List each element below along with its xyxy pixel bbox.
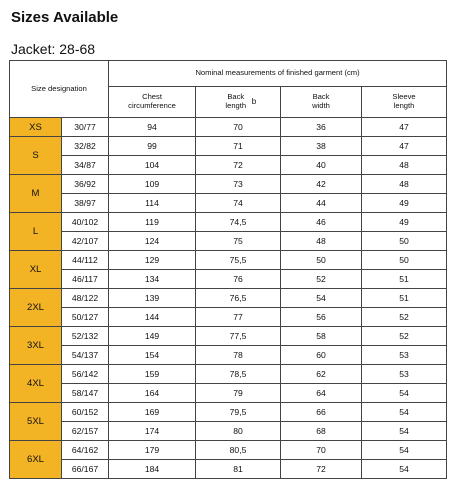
size-table-body <box>10 118 447 479</box>
size-group-label: 3XL <box>10 327 62 365</box>
back-width-value: 56 <box>281 308 362 327</box>
size-row <box>10 232 447 251</box>
size-row <box>10 327 447 346</box>
size-group-label: 2XL <box>10 289 62 327</box>
back-width-value: 38 <box>281 137 362 156</box>
size-group-label: XS <box>10 118 62 137</box>
chest-value: 94 <box>109 118 196 137</box>
size-code: 52/132 <box>62 327 109 346</box>
size-table <box>9 60 447 479</box>
size-row <box>10 118 447 137</box>
size-group-label: 6XL <box>10 441 62 479</box>
size-row <box>10 422 447 441</box>
size-group-label: S <box>10 137 62 175</box>
back-width-value: 72 <box>281 460 362 479</box>
back-length-value: 78 <box>196 346 281 365</box>
back-length-header <box>196 87 281 118</box>
chest-value: 109 <box>109 175 196 194</box>
size-code: 44/112 <box>62 251 109 270</box>
size-row <box>10 137 447 156</box>
sleeve-value: 53 <box>362 346 447 365</box>
size-row <box>10 403 447 422</box>
back-width-value: 50 <box>281 251 362 270</box>
back-width-value: 58 <box>281 327 362 346</box>
sleeve-value: 54 <box>362 441 447 460</box>
back-length-value: 73 <box>196 175 281 194</box>
sleeve-value: 54 <box>362 422 447 441</box>
sleeve-value: 48 <box>362 156 447 175</box>
sleeve-value: 54 <box>362 403 447 422</box>
size-row <box>10 384 447 403</box>
size-code: 36/92 <box>62 175 109 194</box>
size-code: 30/77 <box>62 118 109 137</box>
back-width-value: 64 <box>281 384 362 403</box>
size-code: 54/137 <box>62 346 109 365</box>
size-code: 64/162 <box>62 441 109 460</box>
size-group-label: M <box>10 175 62 213</box>
size-code: 48/122 <box>62 289 109 308</box>
chest-value: 119 <box>109 213 196 232</box>
size-row <box>10 460 447 479</box>
chest-value: 164 <box>109 384 196 403</box>
back-length-value: 76 <box>196 270 281 289</box>
size-row <box>10 156 447 175</box>
back-width-header-label: Back width <box>312 92 330 110</box>
back-width-value: 46 <box>281 213 362 232</box>
sleeve-value: 54 <box>362 460 447 479</box>
back-width-value: 68 <box>281 422 362 441</box>
size-code: 42/107 <box>62 232 109 251</box>
back-length-value: 71 <box>196 137 281 156</box>
back-length-value: 80 <box>196 422 281 441</box>
back-length-value: 79,5 <box>196 403 281 422</box>
size-row <box>10 213 447 232</box>
back-length-value: 77 <box>196 308 281 327</box>
back-width-value: 62 <box>281 365 362 384</box>
size-group-label: 4XL <box>10 365 62 403</box>
sleeve-value: 51 <box>362 270 447 289</box>
size-row <box>10 194 447 213</box>
back-width-value: 66 <box>281 403 362 422</box>
chest-value: 144 <box>109 308 196 327</box>
chest-value: 104 <box>109 156 196 175</box>
back-length-value: 79 <box>196 384 281 403</box>
back-width-header <box>281 87 362 118</box>
chest-value: 154 <box>109 346 196 365</box>
sleeve-value: 47 <box>362 137 447 156</box>
size-code: 66/167 <box>62 460 109 479</box>
size-group-label: XL <box>10 251 62 289</box>
size-group-label: 5XL <box>10 403 62 441</box>
size-row <box>10 270 447 289</box>
size-code: 50/127 <box>62 308 109 327</box>
sleeve-value: 50 <box>362 251 447 270</box>
chest-header <box>109 87 196 118</box>
size-row <box>10 346 447 365</box>
size-row <box>10 289 447 308</box>
size-code: 40/102 <box>62 213 109 232</box>
sleeve-value: 49 <box>362 194 447 213</box>
chest-value: 124 <box>109 232 196 251</box>
chest-value: 114 <box>109 194 196 213</box>
back-length-value: 74,5 <box>196 213 281 232</box>
size-code: 38/97 <box>62 194 109 213</box>
back-width-value: 40 <box>281 156 362 175</box>
size-code: 32/82 <box>62 137 109 156</box>
chest-value: 129 <box>109 251 196 270</box>
back-length-value: 74 <box>196 194 281 213</box>
size-row <box>10 175 447 194</box>
sleeve-value: 53 <box>362 365 447 384</box>
sleeve-value: 52 <box>362 308 447 327</box>
size-row <box>10 441 447 460</box>
back-width-value: 54 <box>281 289 362 308</box>
size-code: 62/157 <box>62 422 109 441</box>
chest-value: 184 <box>109 460 196 479</box>
sleeve-value: 54 <box>362 384 447 403</box>
chest-value: 174 <box>109 422 196 441</box>
back-length-value: 77,5 <box>196 327 281 346</box>
size-code: 58/147 <box>62 384 109 403</box>
back-width-value: 70 <box>281 441 362 460</box>
chest-value: 139 <box>109 289 196 308</box>
chest-value: 134 <box>109 270 196 289</box>
size-row <box>10 365 447 384</box>
back-length-value: 80,5 <box>196 441 281 460</box>
sleeve-value: 47 <box>362 118 447 137</box>
page-title: Sizes Available <box>11 9 119 26</box>
chest-value: 159 <box>109 365 196 384</box>
back-width-value: 44 <box>281 194 362 213</box>
chest-header-label: Chest circumference <box>128 92 176 110</box>
nominal-measurements-header: Nominal measurements of finished garment (cm) <box>109 61 447 87</box>
size-group-label: L <box>10 213 62 251</box>
back-length-value: 76,5 <box>196 289 281 308</box>
size-designation-header: Size designation <box>10 61 109 118</box>
page-subtitle: Jacket: 28-68 <box>11 41 96 57</box>
sleeve-value: 49 <box>362 213 447 232</box>
chest-value: 169 <box>109 403 196 422</box>
size-code: 56/142 <box>62 365 109 384</box>
size-code: 34/87 <box>62 156 109 175</box>
back-width-value: 52 <box>281 270 362 289</box>
size-code: 46/117 <box>62 270 109 289</box>
sleeve-value: 48 <box>362 175 447 194</box>
back-length-value: 78,5 <box>196 365 281 384</box>
sleeve-header-label: Sleeve length <box>392 92 416 110</box>
back-length-note: b <box>251 97 257 107</box>
back-width-value: 42 <box>281 175 362 194</box>
sleeve-header <box>362 87 447 118</box>
size-code: 60/152 <box>62 403 109 422</box>
back-length-value: 75 <box>196 232 281 251</box>
size-row <box>10 251 447 270</box>
sleeve-value: 50 <box>362 232 447 251</box>
back-width-value: 36 <box>281 118 362 137</box>
back-length-value: 75,5 <box>196 251 281 270</box>
chest-value: 99 <box>109 137 196 156</box>
back-width-value: 60 <box>281 346 362 365</box>
sleeve-value: 52 <box>362 327 447 346</box>
chest-value: 149 <box>109 327 196 346</box>
sleeve-value: 51 <box>362 289 447 308</box>
back-width-value: 48 <box>281 232 362 251</box>
back-length-value: 70 <box>196 118 281 137</box>
back-length-value: 72 <box>196 156 281 175</box>
back-length-header-label: Back length <box>225 92 247 110</box>
chest-value: 179 <box>109 441 196 460</box>
size-row <box>10 308 447 327</box>
back-length-value: 81 <box>196 460 281 479</box>
